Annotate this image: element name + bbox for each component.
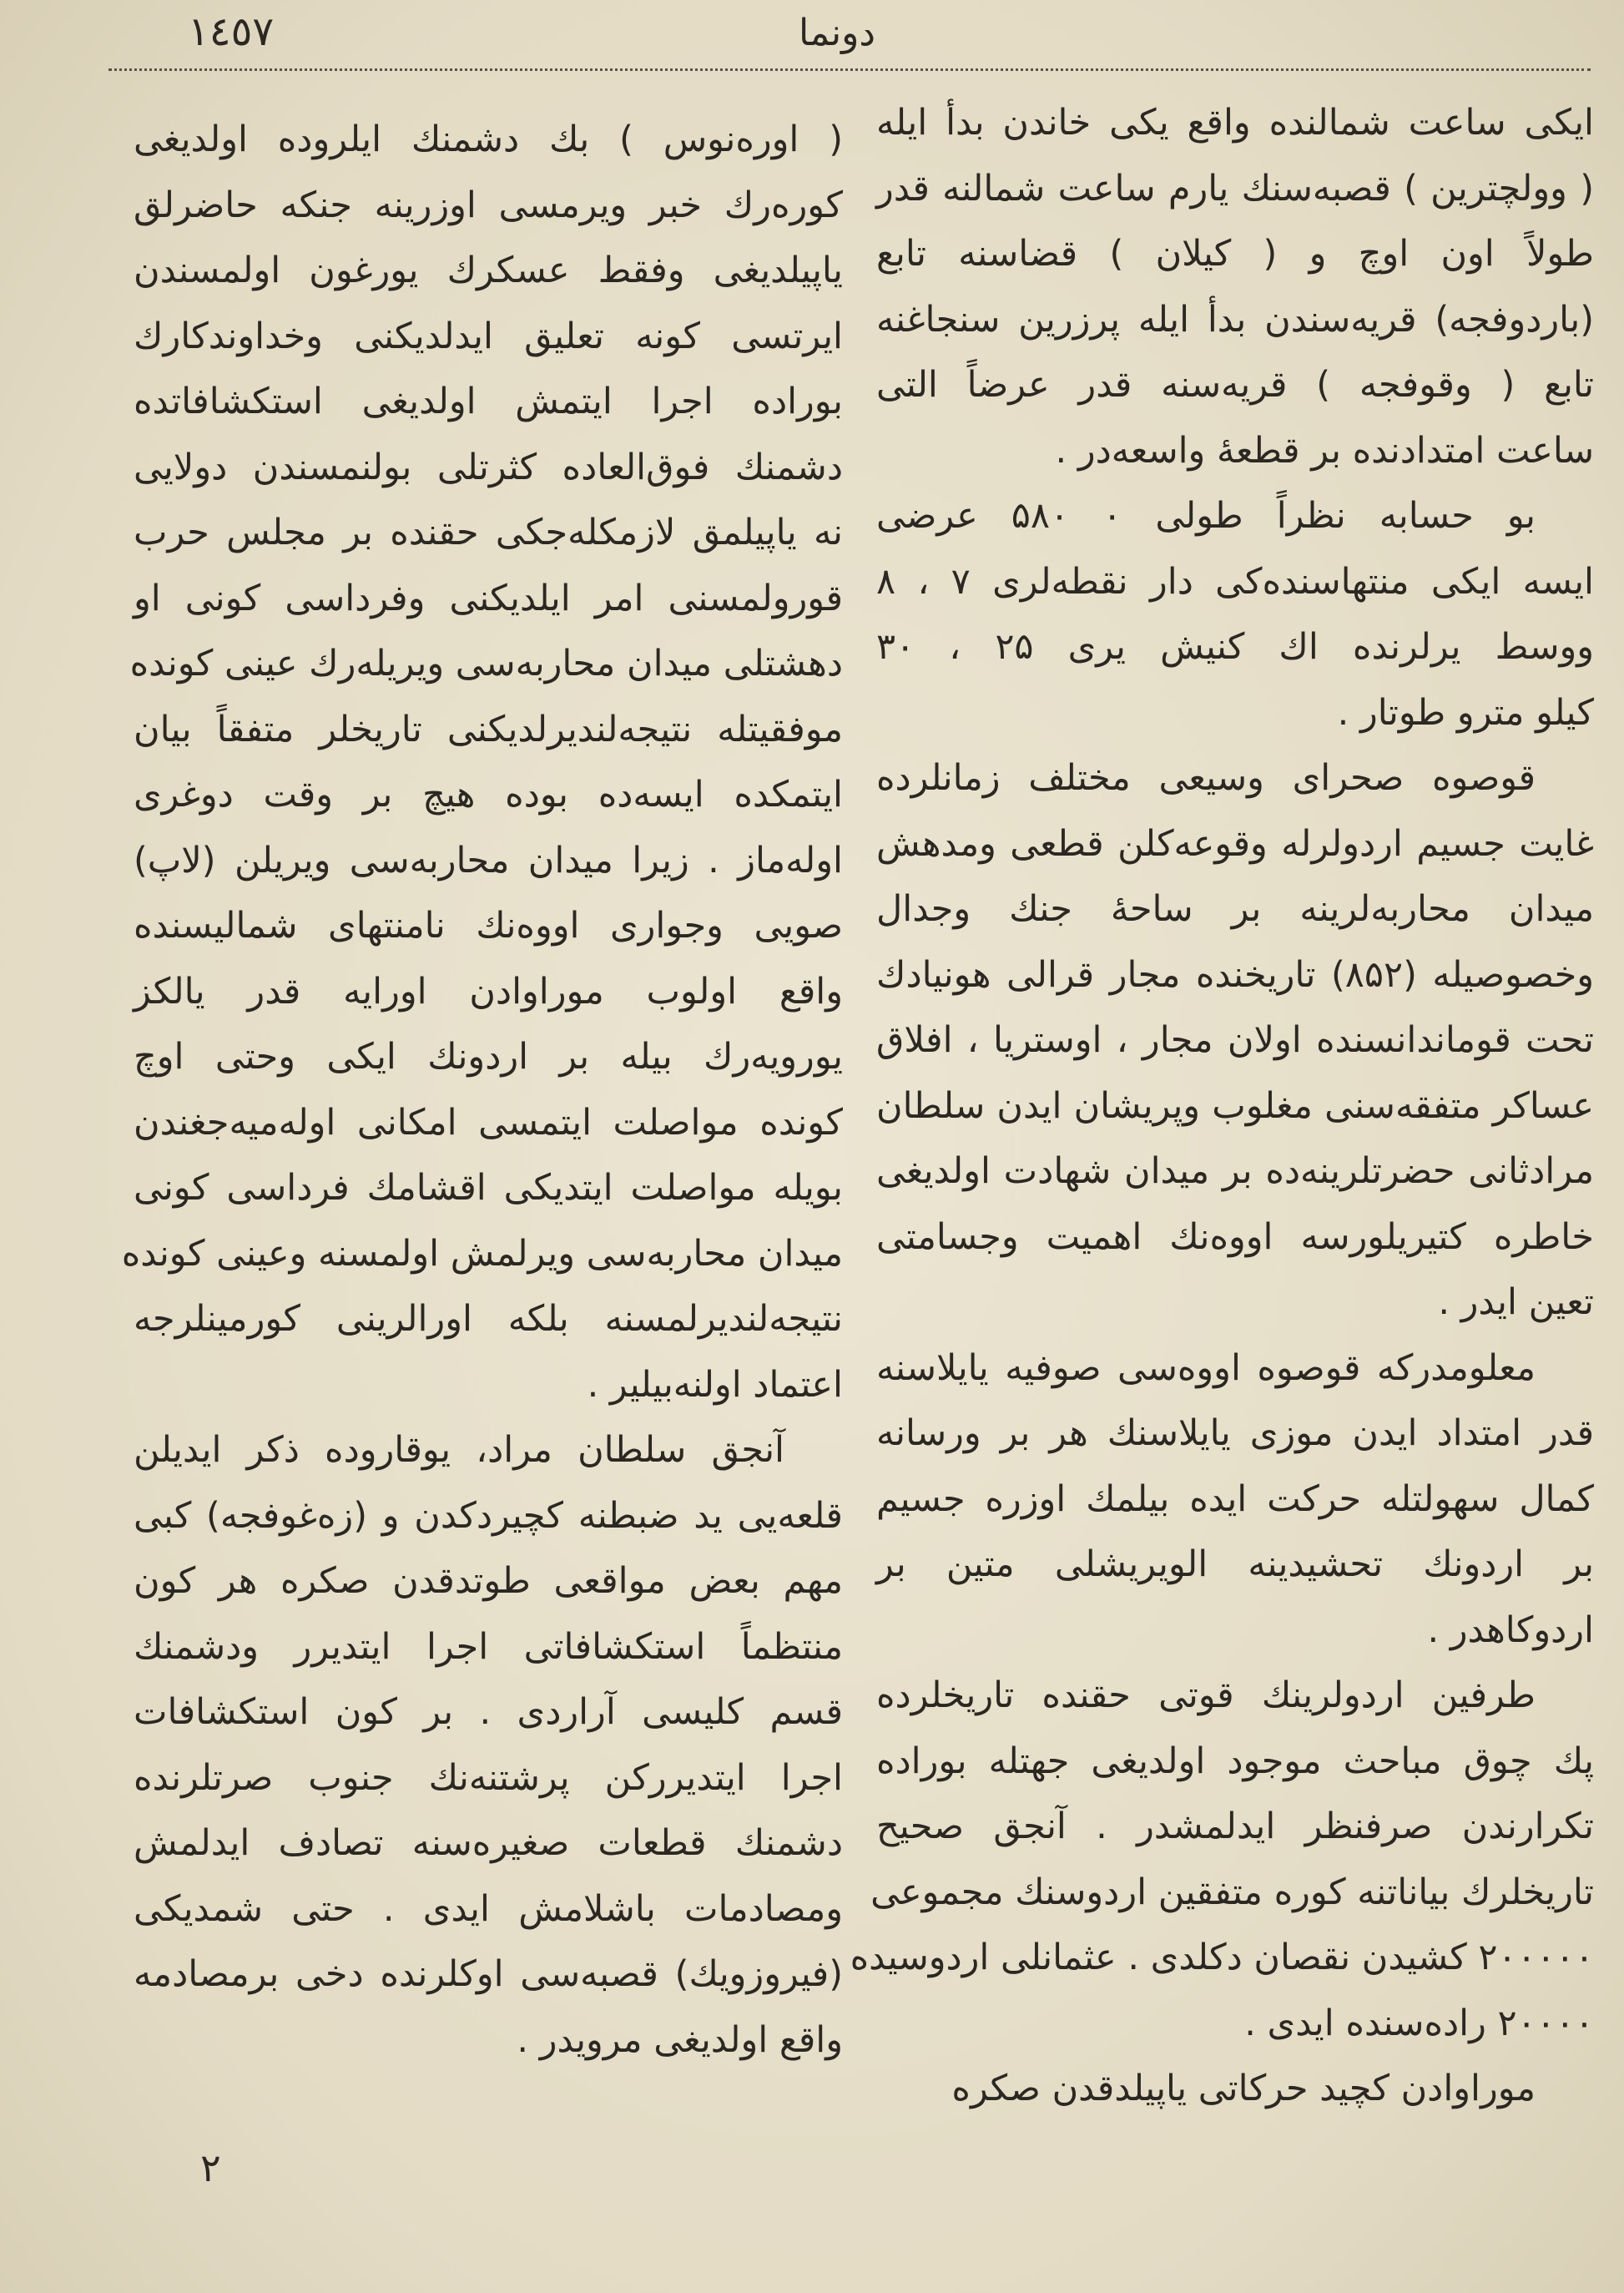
text-line: یاپیلدیغی وفقط عسکرك یورغون اولمسندن [134,250,843,291]
text-line: طولاً اون اوچ و ( کیلان ) قضاسنه تابع [876,233,1594,275]
text-column-left [121,107,843,2073]
text-line: میدان محاربه‌لرینه بر ساحهٔ جنك وجدال [876,888,1594,930]
text-line: اوله‌ماز . زیرا میدان محاربه‌سی ویریلن (لاپ) [134,839,843,881]
text-line: منتظماً استکشافاتی اجرا ایتدیرر ودشمنك [134,1625,843,1668]
text-line: ( اوره‌نوس ) بك دشمنك ایلروده اولدیغی [134,119,843,160]
text-line: قسم کلیسی آراردی . بر کون استکشافات [134,1691,843,1733]
text-line: عساکر متفقه‌سنی مغلوب وپریشان ایدن سلطان [876,1084,1594,1127]
text-line: وخصوصیله (۸۵۲) تاریخنده مجار قرالی هونیادك [876,953,1595,996]
text-line: کمال سهولتله حرکت ایده بیلمك اوزره جسیم [876,1477,1594,1520]
text-line: (باردوفجه) قریه‌سندن بدأ ایله پرزرین سنجاغنه [876,298,1594,341]
text-line: ایکی ساعت شمالنده واقع یکی خاندن بدأ ایله [876,102,1594,144]
text-line: قدر امتداد ایدن موزی یایلاسنك هر بر ورسانه [876,1412,1594,1454]
text-line: تکرارندن صرفنظر ایدلمشدر . آنجق صحیح [876,1806,1594,1847]
text-line: طرفین اردولرینك قوتی حقنده تاریخلرده [876,1674,1536,1716]
text-line: ایسه ایکی منتهاسنده‌کی دار نقطه‌لری ۷ ، ۸ [876,560,1595,603]
text-line: مرادثانی حضرتلرینه‌ده بر میدان شهادت اولدیغی [876,1150,1594,1192]
text-line: خاطره کتیریلورسه اووه‌نك اهمیت وجسامتی [876,1215,1594,1258]
text-line: واقع اولوب موراوادن اورایه قدر یالکز [134,970,843,1013]
text-line: اردوکاهدر . [1427,1609,1594,1651]
text-line: قلعه‌یی ید ضبطنه کچیردکدن و (زه‌غوفجه) کبی [134,1494,843,1537]
text-line: ووسط یرلرنده اك کنیش یری ۲۵ ، ۳۰ [876,626,1595,668]
text-line: آنجق سلطان مراد، یوقاروده ذکر ایدیلن [134,1429,784,1471]
text-line: دشمنك فوق‌العاده کثرتلی بولنمسندن دولایی [134,446,843,488]
text-line: دشمنك قطعات صغیره‌سنه تصادف ایدلمش [134,1822,843,1864]
text-line: غایت جسیم اردولرله وقوعه‌کلن قطعی ومدهش [876,822,1594,865]
text-line: کیلو مترو طوتار . [1337,691,1594,734]
text-line: ایرتسی کونه تعلیق ایدلدیکنی وخداوندکارك [134,315,843,357]
text-line: واقع اولدیغی مرویدر . [517,2018,843,2061]
text-line: بو حسابه نظراً طولی ۰ ۵۸۰ عرضی [876,495,1536,537]
text-line: ساعت امتدادنده بر قطعهٔ واسعه‌در . [1055,429,1594,472]
text-line: پك چوق مباحث موجود اولدیغی جهتله بوراده [876,1740,1594,1782]
text-line: اجرا ایتدیررکن پرشتنه‌نك جنوب صرتلرنده [134,1756,843,1799]
text-line: میدان محاربه‌سی ویرلمش اولمسنه وعینی کونده [121,1232,843,1275]
text-line: ایتمکده ایسه‌ده بوده هیچ بر وقت دوغری [134,774,843,816]
text-line: کوره‌رك خبر ویرمسی اوزرینه جنکه حاضرلق [134,184,843,226]
text-line: تحت قوماندانسنده اولان مجار ، اوستریا ، افلاق [876,1019,1594,1061]
text-line: مهم بعض مواقعی طوتدقدن صکره هر کون [134,1560,843,1602]
text-line: قوصوه صحرای وسیعی مختلف زمانلرده [876,757,1536,799]
signature-mark: ٢ [200,2145,221,2190]
text-line: ( وولچترین ) قصبه‌سنك یارم ساعت شمالنه قدر [876,167,1594,210]
text-column-right [850,90,1595,2122]
text-line: معلومدرکه قوصوه اووه‌سی صوفیه یایلاسنه [876,1346,1536,1389]
text-line: ومصادمات باشلامش ایدی . حتی شمدیکی [134,1887,843,1930]
text-line: یورویه‌رك بیله بر اردونك ایکی وحتی اوچ [134,1036,843,1078]
text-line: دهشتلی میدان محاربه‌سی ویریله‌رك عینی کونده [129,643,843,684]
page-number: ١٤٥٧ [188,8,275,55]
text-line: ۲۰۰۰۰ راده‌سنده ایدی . [1244,2002,1594,2044]
text-line: (فیروزویك) قصبه‌سی اوکلرنده دخی برمصادمه [134,1953,843,1995]
text-line: قورولمسنی امر ایلدیکنی وفرداسی کونی او [134,577,843,619]
text-line: تاریخلرك بیاناتنه کوره متفقین اردوسنك مجموعی [870,1871,1594,1913]
text-line: موراوادن کچید حرکاتی یاپیلدقدن صکره [951,2068,1536,2109]
text-line: تعین ایدر . [1438,1281,1594,1323]
text-line: کونده مواصلت ایتمسی امکانی اوله‌میه‌جغندن [134,1101,843,1144]
text-line: نتیجه‌لندیرلمسنه بلکه اورالرینی کورمینلرجه [134,1298,843,1340]
text-line: ۲۰۰۰۰۰ کشیدن نقصان دکلدی . عثمانلی اردوسیده [850,1937,1594,1978]
header-dotted-rule [108,68,1591,71]
text-line: تابع ( وقوفجه ) قریه‌سنه قدر عرضاً التی [876,364,1594,406]
text-line: بوراده اجرا ایتمش اولدیغی استکشافاتده [134,381,843,422]
text-line: موفقیتله نتیجه‌لندیرلدیکنی تاریخلر متفقاً بیان [134,708,843,750]
text-line: اعتماد اولنه‌بیلیر . [587,1363,843,1406]
text-line: صویی وجواری اووه‌نك نامنتهای شمالیسنده [134,905,843,947]
text-line: بر اردونك تحشیدینه الویریشلی متین بر [876,1543,1594,1585]
text-line: بویله مواصلت ایتدیکی اقشامك فرداسی کونی [134,1167,843,1209]
running-head: دونما [799,12,875,54]
text-line: نه یاپیلمق لازمکله‌جکی حقنده بر مجلس حرب [134,512,843,553]
